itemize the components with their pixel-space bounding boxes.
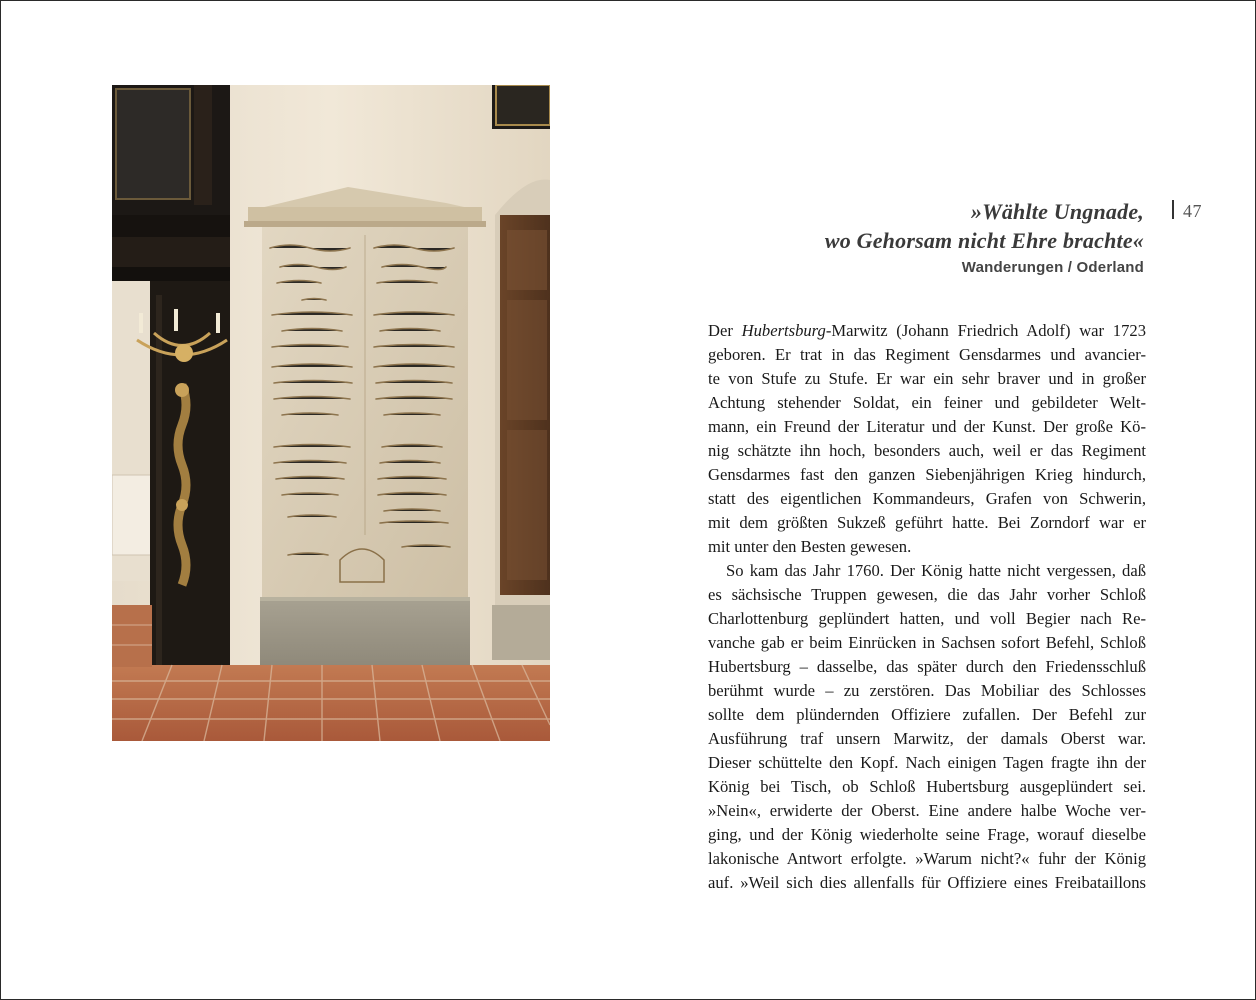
text-line: Hubertsburg – dasselbe, das später durch den Friedensschluß	[708, 657, 1146, 676]
text-line: sollte dem plündernden Offiziere zufallen. Der Befehl zur	[708, 705, 1146, 724]
text-emphasis: Hubertsburg	[741, 321, 826, 340]
text-line: mit unter den Besten gewesen.	[708, 537, 912, 556]
text-segment: -Marwitz (Johann Friedrich Adolf) war 1723	[825, 321, 1146, 340]
text-line: lakonische Antwort erfolgte. »Warum nicht?« fuhr der König	[708, 849, 1146, 868]
text-line: te von Stufe zu Stufe. Er war ein sehr braver und in großer	[708, 369, 1146, 388]
text-line: mit dem größten Sukzeß geführt hatte. Bei Zorndorf war er	[708, 513, 1146, 532]
text-line: vanche gab er beim Einrücken in Sachsen sofort Befehl, Schloß	[708, 633, 1146, 652]
text-line: berühmt wurde – zu zerstören. Das Mobiliar des Schlosses	[708, 681, 1146, 700]
text-line: es sächsische Truppen gewesen, die das Jahr vorher Schloß	[708, 585, 1146, 604]
text-line: Gensdarmes fast den ganzen Siebenjährigen Krieg hindurch,	[708, 465, 1146, 484]
text-line: Ausführung traf unsern Marwitz, der damals Oberst war.	[708, 729, 1146, 748]
text-line: ging, und der König wiederholte seine Frage, worauf dieselbe	[708, 825, 1146, 844]
page-number-value: 47	[1183, 201, 1202, 221]
epitaph-photo	[112, 85, 550, 741]
page-number-rule	[1172, 200, 1174, 219]
text-line: auf. »Weil sich dies allenfalls für Offiziere eines Freibataillons	[708, 873, 1146, 892]
text-line: statt des eigentlichen Kommandeurs, Grafen von Schwerin,	[708, 489, 1146, 508]
text-line: »Nein«, erwiderte der Oberst. Eine andere halbe Woche ver-	[708, 801, 1146, 820]
heading-line-1: »Wählte Ungnade,	[970, 199, 1144, 224]
text-line: Achtung stehender Soldat, ein feiner und gebildeter Welt-	[708, 393, 1146, 412]
text-line: nig schätzte ihn hoch, besonders auch, weil er das Regiment	[708, 441, 1146, 460]
text-segment: Der	[708, 321, 742, 340]
text-line: mann, ein Freund der Literatur und der Kunst. Der große Kö-	[708, 417, 1146, 436]
text-line: So kam das Jahr 1760. Der König hatte nicht vergessen, daß	[726, 561, 1146, 580]
text-line: Dieser schüttelte den Kopf. Nach einigen Tagen fragte ihn der	[708, 753, 1146, 772]
body-text	[708, 319, 1146, 895]
text-line: geboren. Er trat in das Regiment Gensdarmes und avancier-	[708, 345, 1146, 364]
text-line: Charlottenburg geplündert hatten, und voll Begier nach Re-	[708, 609, 1146, 628]
text-line: König bei Tisch, ob Schloß Hubertsburg ausgeplündert sei.	[708, 777, 1146, 796]
heading-line-2: wo Gehorsam nicht Ehre brachte«	[824, 228, 1144, 253]
epitaph-illustration	[112, 85, 550, 741]
page-number	[1172, 200, 1202, 222]
heading-source: Wanderungen / Oderland	[961, 259, 1144, 276]
text-line	[708, 319, 1146, 343]
chapter-heading	[624, 197, 1144, 276]
